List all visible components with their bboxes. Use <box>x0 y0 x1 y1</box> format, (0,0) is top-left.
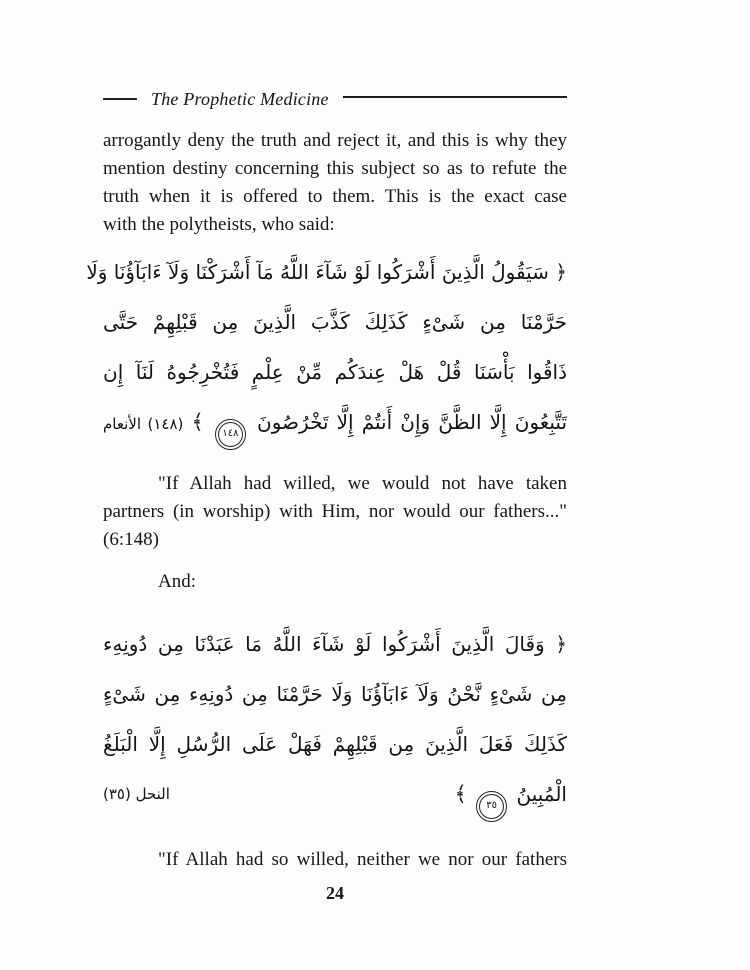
arabic-line-last <box>103 397 567 447</box>
paragraph-line: mention destiny concerning this subject so as to refute the <box>103 158 567 179</box>
paragraph-line: arrogantly deny the truth and reject it, and this is why they <box>103 130 567 151</box>
header-rule-right <box>343 96 567 98</box>
connector-text: And: <box>158 571 196 592</box>
ayah-end-ornament <box>218 422 243 447</box>
ayah-end-ornament <box>479 794 504 819</box>
paragraph-line: truth when it is offered to them. This is the exact case <box>103 186 567 207</box>
closing-ornate-bracket: ﴾ <box>191 410 204 434</box>
arabic-line: ﴿ وَقَالَ الَّذِينَ أَشْرَكُوا لَوْ شَآءَ اللَّهُ مَا عَبَدْنَا مِن دُونِهِء <box>103 632 567 656</box>
page-title: The Prophetic Medicine <box>151 88 329 109</box>
quran-verse-al-anam <box>86 247 568 447</box>
arabic-line: كَذَلِكَ فَعَلَ الَّذِينَ مِن قَبْلِهِمْ فَهَلْ عَلَى الرُّسُلِ إِلَّا الْبَلَغُ <box>103 732 567 756</box>
ayah-number: ١٤٨ <box>222 428 239 439</box>
arabic-line: ذَاقُوا بَأْسَنَا قُلْ هَلْ عِندَكُم مِّنْ عِلْمٍ فَتُخْرِجُوهُ لَنَآ إِن <box>103 360 567 384</box>
ayah-number: ٣٥ <box>486 800 497 811</box>
arabic-verse-end <box>454 769 567 819</box>
arabic-verse-text: الْمُبِينُ <box>516 782 567 806</box>
translation-line: partners (in worship) with Him, nor would our fathers..." <box>103 501 567 522</box>
arabic-line: حَرَّمْنَا مِن شَىْءٍ كَذَلِكَ كَذَّبَ الَّذِينَ مِن قَبْلِهِمْ حَتَّى <box>103 310 567 334</box>
page-number: 24 <box>326 883 344 903</box>
sura-reference: النحل (٣٥) <box>103 785 170 803</box>
verse-translation <box>103 846 567 874</box>
verse-citation: (6:148) <box>103 529 159 550</box>
header-rule-left <box>103 98 137 100</box>
verse-translation <box>103 470 567 554</box>
arabic-line: ﴿ سَيَقُولُ الَّذِينَ أَشْرَكُوا لَوْ شَآءَ اللَّهُ مَآ أَشْرَكْنَا وَلَآ ءَابَآؤُنَا وَلَا <box>86 260 567 284</box>
running-header <box>103 88 567 110</box>
sura-reference: (١٤٨) الأنعام <box>103 415 184 433</box>
translation-line: "If Allah had willed, we would not have taken <box>158 473 567 494</box>
body-paragraph <box>103 127 567 239</box>
closing-ornate-bracket: ﴾ <box>454 782 467 806</box>
arabic-line: مِن شَىْءٍ نَّحْنُ وَلَآ ءَابَآؤُنَا وَلَا حَرَّمْنَا مِن دُونِهِء مِن شَىْءٍ <box>103 682 567 706</box>
arabic-line-last <box>103 769 567 819</box>
paragraph-line: with the polytheists, who said: <box>103 214 335 235</box>
quran-verse-an-nahl <box>103 619 567 819</box>
arabic-verse-text: تَتَّبِعُونَ إِلَّا الظَّنَّ وَإِنْ أَنتُمْ إِلَّا تَخْرُصُونَ <box>257 410 568 434</box>
translation-line: "If Allah had so willed, neither we nor our fathers <box>158 849 567 870</box>
